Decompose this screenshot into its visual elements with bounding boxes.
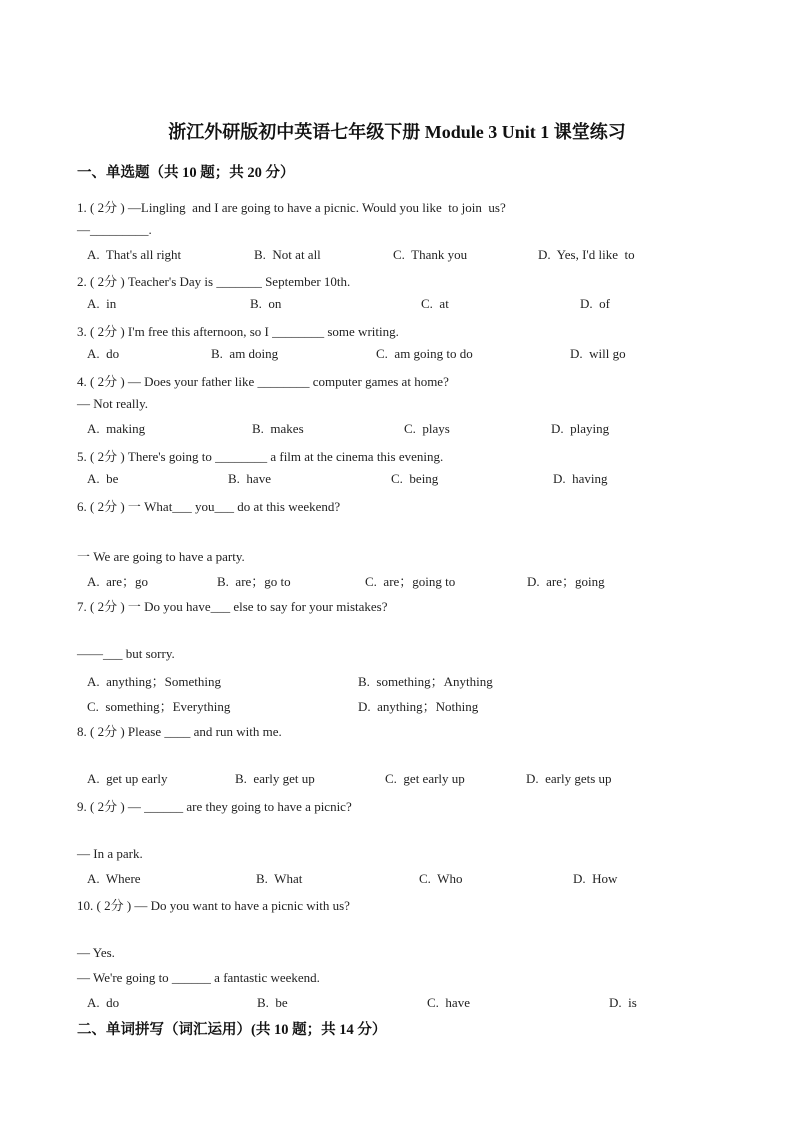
question-9-text: 9. ( 2分 ) — ______ are they going to have a picnic? <box>77 799 352 814</box>
question-3-option-a[interactable]: A. do <box>87 346 120 361</box>
question-7-option-c[interactable]: C. something；Everything <box>87 699 231 714</box>
question-6-option-b[interactable]: B. are；go to <box>217 574 291 589</box>
question-8-option-a[interactable]: A. get up early <box>87 771 168 786</box>
question-4-option-c[interactable]: C. plays <box>404 421 450 436</box>
question-5-option-d[interactable]: D. having <box>553 471 608 486</box>
question-6-option-d[interactable]: D. are；going <box>527 574 605 589</box>
question-9-option-b[interactable]: B. What <box>256 871 303 886</box>
question-10-answer-1: — Yes. <box>77 945 115 960</box>
question-3-option-d[interactable]: D. will go <box>570 346 626 361</box>
question-6-text: 6. ( 2分 ) 一 What___ you___ do at this weekend? <box>77 499 341 514</box>
question-10-option-a[interactable]: A. do <box>87 995 120 1010</box>
question-7-option-d[interactable]: D. anything；Nothing <box>358 699 479 714</box>
question-2-option-a[interactable]: A. in <box>87 296 117 311</box>
question-1-option-b[interactable]: B. Not at all <box>254 247 321 262</box>
question-3-text: 3. ( 2分 ) I'm free this afternoon, so I ________ some writing. <box>77 324 399 339</box>
question-7-option-a[interactable]: A. anything；Something <box>87 674 221 689</box>
question-6-answer: 一 We are going to have a party. <box>77 549 245 564</box>
question-7-answer: ——___ but sorry. <box>77 646 175 661</box>
question-9-option-c[interactable]: C. Who <box>419 871 463 886</box>
question-8-option-d[interactable]: D. early gets up <box>526 771 612 786</box>
question-2-option-c[interactable]: C. at <box>421 296 449 311</box>
question-1-option-a[interactable]: A. That's all right <box>87 247 182 262</box>
section-heading-multiple-choice: 一、单选题（共 10 题；共 20 分） <box>77 165 295 181</box>
question-4-text: 4. ( 2分 ) — Does your father like ________ computer games at home? <box>77 374 449 389</box>
section-heading-spelling: 二、单词拼写（词汇运用）(共 10 题；共 14 分） <box>77 1022 387 1038</box>
question-8-option-c[interactable]: C. get early up <box>385 771 465 786</box>
question-10-option-d[interactable]: D. is <box>609 995 637 1010</box>
question-10-option-c[interactable]: C. have <box>427 995 470 1010</box>
question-9-answer: — In a park. <box>77 846 143 861</box>
question-10-text: 10. ( 2分 ) — Do you want to have a picnic with us? <box>77 898 350 913</box>
question-6-option-a[interactable]: A. are；go <box>87 574 149 589</box>
question-3-option-b[interactable]: B. am doing <box>211 346 279 361</box>
question-8-text: 8. ( 2分 ) Please ____ and run with me. <box>77 724 282 739</box>
question-4-option-a[interactable]: A. making <box>87 421 146 436</box>
question-1-option-c[interactable]: C. Thank you <box>393 247 468 262</box>
question-6-option-c[interactable]: C. are；going to <box>365 574 456 589</box>
question-1-option-d[interactable]: D. Yes, I'd like to <box>538 247 635 262</box>
question-7-text: 7. ( 2分 ) 一 Do you have___ else to say for your mistakes? <box>77 599 388 614</box>
question-5-option-c[interactable]: C. being <box>391 471 439 486</box>
question-10-option-b[interactable]: B. be <box>257 995 288 1010</box>
question-2-text: 2. ( 2分 ) Teacher's Day is _______ September 10th. <box>77 274 351 289</box>
question-1-answer-blank: —_________. <box>77 222 152 237</box>
question-9-option-d[interactable]: D. How <box>573 871 618 886</box>
page-title: 浙江外研版初中英语七年级下册 Module 3 Unit 1 课堂练习 <box>168 122 626 142</box>
question-10-answer-2: — We're going to ______ a fantastic weekend. <box>77 970 320 985</box>
question-8-option-b[interactable]: B. early get up <box>235 771 315 786</box>
question-2-option-b[interactable]: B. on <box>250 296 282 311</box>
question-1-text: 1. ( 2分 ) —Lingling and I are going to have a picnic. Would you like to join us? <box>77 200 506 215</box>
question-4-option-b[interactable]: B. makes <box>252 421 304 436</box>
question-5-option-a[interactable]: A. be <box>87 471 119 486</box>
question-3-option-c[interactable]: C. am going to do <box>376 346 473 361</box>
question-7-option-b[interactable]: B. something；Anything <box>358 674 493 689</box>
question-4-answer: — Not really. <box>77 396 148 411</box>
question-2-option-d[interactable]: D. of <box>580 296 610 311</box>
question-5-text: 5. ( 2分 ) There's going to ________ a film at the cinema this evening. <box>77 449 444 464</box>
question-9-option-a[interactable]: A. Where <box>87 871 141 886</box>
question-5-option-b[interactable]: B. have <box>228 471 271 486</box>
question-4-option-d[interactable]: D. playing <box>551 421 610 436</box>
